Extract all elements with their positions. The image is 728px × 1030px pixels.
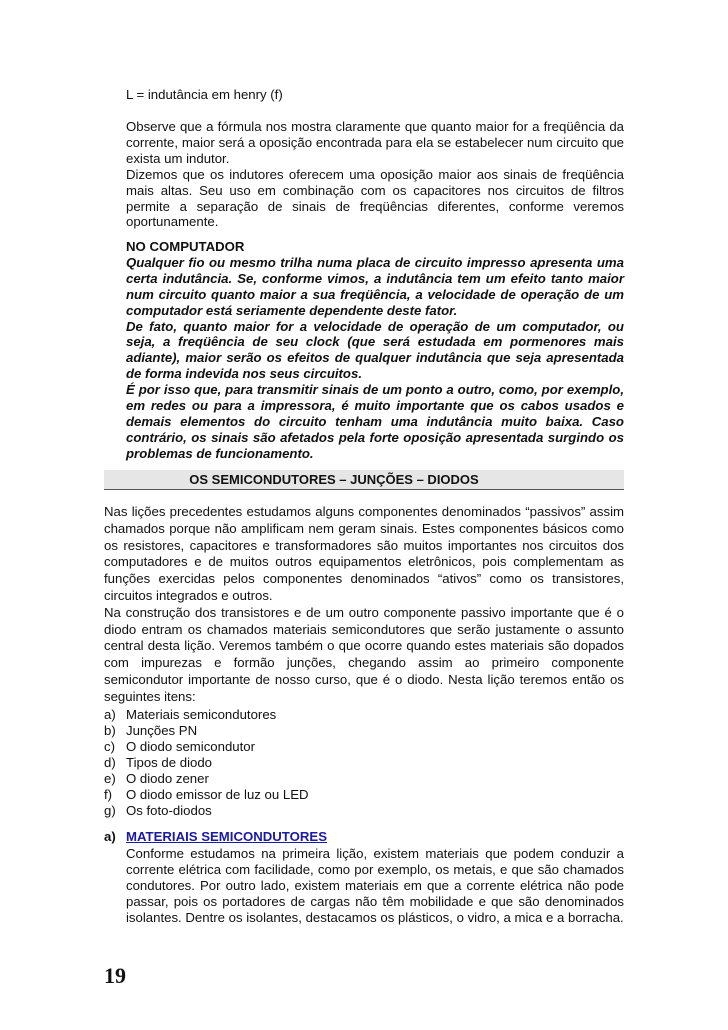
list-item: [104, 803, 624, 819]
computer-box-title: NO COMPUTADOR: [126, 239, 245, 254]
subsection-body: [126, 846, 624, 926]
list-item: [104, 707, 624, 723]
body-paragraph: Nas lições precedentes estudamos alguns componentes denominados “passivos” assim chamados porque não amplificam nem geram sinais. Estes componentes básicos como os resistores, capacitores e transformadores são muitos importantes nos circuitos dos computadores e de muitos outros equipamentos eletrônicos, pois complementam as funções exercidas pelos componentes denominados “ativos” como os transistores, circuitos integrados e outros.: [104, 504, 624, 603]
list-marker: d): [104, 755, 116, 770]
body-paragraph: Na construção dos transistores e de um outro componente passivo importante que é o diodo entram os chamados materiais semicondutores que serão justamente o assunto central desta lição. Veremos também o que ocorre quando estes materiais são dopados com impurezas e formão junções, chegando assim ao primeiro componente semicondutor importante de nosso curso, que é o diodo. Nesta lição teremos então os seguintes itens:: [104, 604, 624, 704]
list-marker: f): [104, 787, 113, 802]
body-text: [104, 504, 624, 706]
list-item: [104, 787, 624, 803]
list-item-label: Junções PN: [126, 723, 198, 738]
subsection-title-link[interactable]: MATERIAIS SEMICONDUTORES: [126, 829, 327, 844]
section-heading-bar: [104, 470, 624, 490]
inductance-definition: [126, 87, 624, 103]
subsection-title: [104, 829, 327, 844]
list-item-label: O diodo zener: [126, 771, 209, 786]
list-item: [104, 771, 624, 787]
topic-list: [104, 707, 624, 819]
list-item-label: Tipos de diodo: [126, 755, 213, 770]
list-marker: g): [104, 803, 116, 818]
intro-text: [126, 119, 624, 230]
list-marker: c): [104, 739, 115, 754]
list-item-label: Os foto-diodos: [126, 803, 212, 818]
computer-box-paragraph: De fato, quanto maior for a velocidade de operação de um computador, ou seja, a freqüência de seu clock (que será estudada em pormenores mais adiante), maior serão os efeitos de qualquer indutância que seja apresentada de forma indevida nos seus circuitos.: [126, 318, 624, 382]
page-number: 19: [104, 963, 126, 988]
computer-box-paragraph: É por isso que, para transmitir sinais de um ponto a outro, como, por exemplo, em redes ou para a impressora, é muito importante que os cabos usados e demais elementos do circuito tenham uma indutância muito baixa. Caso contrário, os sinais são afetados pela forte oposição apresentada surgindo os problemas de funcionamento.: [126, 382, 624, 461]
subsection-marker: a): [104, 829, 116, 844]
definition-line: L = indutância em henry (f): [126, 87, 283, 102]
list-item: [104, 723, 624, 739]
computer-box-paragraph: Qualquer fio ou mesmo trilha numa placa de circuito impresso apresenta uma certa indutância. Se, conforme vimos, a indutância tem um efeito tanto maior num circuito quanto maior a sua freqüência, a velocidade de operação de um computador está seriamente dependente deste fator.: [126, 254, 624, 318]
list-marker: a): [104, 707, 116, 722]
list-item-label: O diodo semicondutor: [126, 739, 256, 754]
intro-paragraph: Observe que a fórmula nos mostra claramente que quanto maior for a freqüência da corrente, maior será a oposição encontrada para ela se estabelecer num circuito que exista um indutor.: [126, 119, 624, 166]
subsection-paragraph: Conforme estudamos na primeira lição, existem materiais que podem conduzir a corrente elétrica com facilidade, como por exemplo, os metais, e que são chamados condutores. Por outro lado, existem materiais em que a corrente elétrica não pode passar, pois os portadores de cargas não têm mobilidade e que são denominados isolantes. Dentre os isolantes, destacamos os plásticos, o vidro, a mica e a borracha.: [126, 846, 624, 925]
list-item: [104, 739, 624, 755]
list-marker: e): [104, 771, 116, 786]
list-marker: b): [104, 723, 116, 738]
list-item-label: Materiais semicondutores: [126, 707, 277, 722]
intro-paragraph: Dizemos que os indutores oferecem uma oposição maior aos sinais de freqüência mais altas. Seu uso em combinação com os capacitores nos circuitos de filtros permite a separação de sinais de freqüências diferentes, conforme veremos oportunamente.: [126, 166, 624, 230]
list-item: [104, 755, 624, 771]
computer-box: [126, 239, 624, 462]
section-heading: OS SEMICONDUTORES – JUNÇÕES – DIODOS: [189, 472, 479, 487]
list-item-label: O diodo emissor de luz ou LED: [126, 787, 309, 802]
